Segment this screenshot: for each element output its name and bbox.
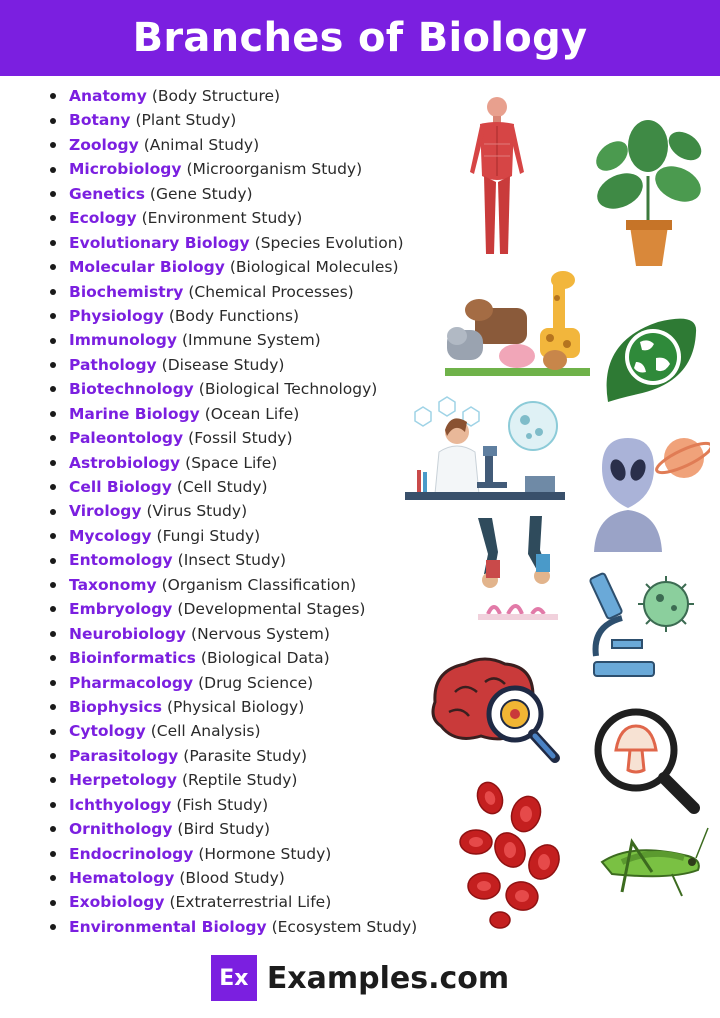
branch-term: Biophysics xyxy=(69,697,162,716)
branch-term: Microbiology xyxy=(69,160,182,179)
microscope-virus-icon xyxy=(586,566,702,684)
branch-description: (Physical Biology) xyxy=(166,697,305,716)
list-item xyxy=(50,719,490,743)
bullet-icon xyxy=(50,606,56,612)
branch-description: (Cell Analysis) xyxy=(150,722,261,741)
branch-term: Embryology xyxy=(69,600,173,619)
list-item xyxy=(50,548,490,572)
branch-description: (Chemical Processes) xyxy=(188,282,354,301)
bullet-icon xyxy=(50,655,56,661)
branch-term: Parasitology xyxy=(69,746,179,765)
bullet-icon xyxy=(50,264,56,270)
branch-description: (Animal Study) xyxy=(143,135,260,154)
list-item xyxy=(50,622,490,646)
branch-term: Ecology xyxy=(69,209,137,228)
branch-term: Cytology xyxy=(69,722,146,741)
bullet-icon xyxy=(50,313,56,319)
list-item xyxy=(50,108,490,132)
bullet-icon xyxy=(50,729,56,735)
header-banner xyxy=(0,0,720,76)
bullet-icon xyxy=(50,851,56,857)
list-item xyxy=(50,573,490,597)
footer-brand xyxy=(0,948,720,1008)
branch-description: (Body Functions) xyxy=(168,306,300,325)
branch-description: (Developmental Stages) xyxy=(177,600,366,619)
bullet-icon xyxy=(50,118,56,124)
bullet-icon xyxy=(50,240,56,246)
branch-term: Neurobiology xyxy=(69,624,187,643)
list-item xyxy=(50,206,490,230)
branch-term: Biochemistry xyxy=(69,282,184,301)
bullet-icon xyxy=(50,509,56,515)
branch-description: (Parasite Study) xyxy=(183,746,308,765)
branch-description: (Body Structure) xyxy=(151,87,281,105)
bullet-icon xyxy=(50,142,56,148)
bullet-icon xyxy=(50,924,56,930)
scientist-microscope-scene xyxy=(405,392,565,504)
bullet-icon xyxy=(50,558,56,564)
list-item xyxy=(50,695,490,719)
list-item xyxy=(50,671,490,695)
earth-leaf-icon xyxy=(598,312,700,408)
list-item xyxy=(50,304,490,328)
branch-term: Botany xyxy=(69,111,131,130)
branch-description: (Space Life) xyxy=(185,453,278,472)
bullet-icon xyxy=(50,631,56,637)
branch-description: (Fish Study) xyxy=(176,795,269,814)
branch-term: Mycology xyxy=(69,526,152,545)
branch-term: Evolutionary Biology xyxy=(69,233,250,252)
branch-description: (Disease Study) xyxy=(161,355,285,374)
bullet-icon xyxy=(50,362,56,368)
list-item xyxy=(50,793,490,817)
bullet-icon xyxy=(50,167,56,173)
list-item xyxy=(50,133,490,157)
branch-description: (Biological Molecules) xyxy=(229,258,399,277)
branch-description: (Drug Science) xyxy=(198,673,314,692)
branch-description: (Microorganism Study) xyxy=(186,160,363,179)
branches-list xyxy=(50,84,490,939)
bullet-icon xyxy=(50,460,56,466)
branch-description: (Species Evolution) xyxy=(254,233,404,252)
branch-term: Paleontology xyxy=(69,429,184,448)
branch-term: Astrobiology xyxy=(69,453,181,472)
branch-term: Ornithology xyxy=(69,820,173,839)
bullet-icon xyxy=(50,533,56,539)
grasshopper xyxy=(592,822,710,902)
branch-term: Entomology xyxy=(69,551,173,570)
branch-term: Biotechnology xyxy=(69,380,194,399)
bullet-icon xyxy=(50,826,56,832)
branch-term: Taxonomy xyxy=(69,575,157,594)
branch-term: Zoology xyxy=(69,135,139,154)
branch-description: (Fossil Study) xyxy=(188,429,293,448)
list-item xyxy=(50,353,490,377)
list-item xyxy=(50,157,490,181)
list-item xyxy=(50,280,490,304)
bullet-icon xyxy=(50,704,56,710)
branch-description: (Immune System) xyxy=(181,331,321,350)
list-item xyxy=(50,768,490,792)
potted-plant xyxy=(590,116,705,268)
bullet-icon xyxy=(50,289,56,295)
page-title: Branches of Biology xyxy=(132,15,588,61)
branch-description: (Cell Study) xyxy=(176,478,268,496)
list-item xyxy=(50,915,490,939)
branch-term: Endocrinology xyxy=(69,844,194,863)
branch-description: (Ocean Life) xyxy=(204,404,300,423)
branch-description: (Plant Study) xyxy=(135,111,237,130)
list-item xyxy=(50,817,490,841)
examples-logo: Ex xyxy=(211,955,257,1001)
branch-description: (Fungi Study) xyxy=(156,526,261,545)
branch-term: Hematology xyxy=(69,869,175,887)
brain-magnifier-icon xyxy=(425,652,565,768)
list-item xyxy=(50,866,490,890)
bullet-icon xyxy=(50,191,56,197)
branch-description: (Biological Data) xyxy=(200,649,330,668)
red-blood-cells xyxy=(448,780,568,930)
branch-term: Anatomy xyxy=(69,87,147,105)
branch-term: Cell Biology xyxy=(69,478,172,496)
branch-term: Herpetology xyxy=(69,771,177,790)
branch-term: Physiology xyxy=(69,306,164,325)
list-item xyxy=(50,842,490,866)
bullet-icon xyxy=(50,753,56,759)
branch-description: (Virus Study) xyxy=(146,502,248,521)
branch-term: Genetics xyxy=(69,184,145,203)
bullet-icon xyxy=(50,484,56,490)
scuba-divers xyxy=(458,514,566,624)
branch-term: Exobiology xyxy=(69,893,165,912)
branch-term: Molecular Biology xyxy=(69,258,225,277)
bullet-icon xyxy=(50,777,56,783)
branch-description: (Organism Classification) xyxy=(161,575,357,594)
bullet-icon xyxy=(50,411,56,417)
bullet-icon xyxy=(50,802,56,808)
bullet-icon xyxy=(50,875,56,881)
branch-description: (Environment Study) xyxy=(141,209,303,228)
branch-description: (Biological Technology) xyxy=(198,380,378,399)
human-anatomy-figure xyxy=(462,94,532,264)
bullet-icon xyxy=(50,215,56,221)
branch-term: Virology xyxy=(69,502,142,521)
brand-name: Examples.com xyxy=(266,960,510,996)
branch-description: (Reptile Study) xyxy=(181,771,298,790)
list-item xyxy=(50,524,490,548)
bullet-icon xyxy=(50,93,56,99)
list-item xyxy=(50,328,490,352)
branch-description: (Nervous System) xyxy=(191,624,330,643)
zoo-animals-group xyxy=(445,268,590,376)
list-item xyxy=(50,255,490,279)
branch-term: Pharmacology xyxy=(69,673,194,692)
branch-description: (Blood Study) xyxy=(179,869,285,887)
list-item xyxy=(50,646,490,670)
branch-term: Marine Biology xyxy=(69,404,200,423)
list-item xyxy=(50,84,490,108)
branch-description: (Extraterrestrial Life) xyxy=(169,893,332,912)
branch-term: Bioinformatics xyxy=(69,649,196,668)
bullet-icon xyxy=(50,582,56,588)
mushroom-magnifier-icon xyxy=(590,704,702,818)
branch-term: Environmental Biology xyxy=(69,917,267,936)
branch-description: (Bird Study) xyxy=(177,820,271,839)
list-item xyxy=(50,231,490,255)
branch-description: (Gene Study) xyxy=(149,184,253,203)
branch-term: Ichthyology xyxy=(69,795,172,814)
bullet-icon xyxy=(50,680,56,686)
branch-description: (Ecosystem Study) xyxy=(271,917,418,936)
bullet-icon xyxy=(50,900,56,906)
branch-description: (Hormone Study) xyxy=(198,844,332,863)
branch-term: Pathology xyxy=(69,355,157,374)
branch-term: Immunology xyxy=(69,331,177,350)
list-item xyxy=(50,890,490,914)
bullet-icon xyxy=(50,338,56,344)
bullet-icon xyxy=(50,386,56,392)
alien-planet-icon xyxy=(588,424,710,552)
list-item xyxy=(50,182,490,206)
list-item xyxy=(50,744,490,768)
bullet-icon xyxy=(50,435,56,441)
list-item xyxy=(50,597,490,621)
branch-description: (Insect Study) xyxy=(177,551,287,570)
